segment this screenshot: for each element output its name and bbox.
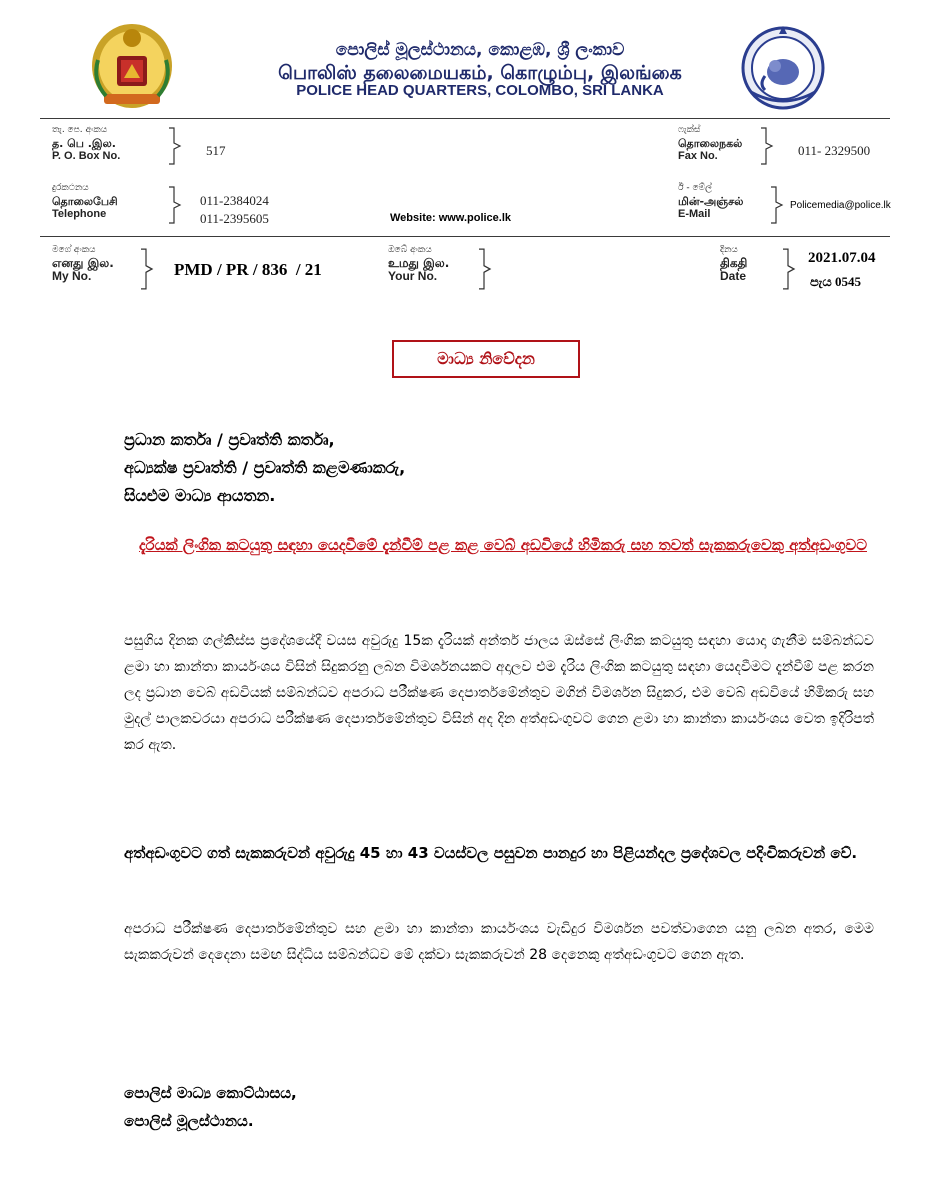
header-tamil-title: பொலிஸ் தலைமையகம், கொழும்பு, இலங்கை [278, 62, 682, 84]
telephone-bracket [168, 186, 182, 224]
fields-divider [40, 236, 890, 237]
date-bracket [782, 248, 796, 290]
my-no-value: PMD / PR / 836 / 21 [174, 260, 322, 279]
headline: දැරියක් ලිංගික කටයුතු සඳහා යෙදවීමේ දැන්වීම් පළ කළ වෙබ් අඩවියේ හිමිකරු සහ තවත් සැකකරුවෙකු අත්අඩංගුවට [139, 536, 867, 554]
addressee-line: ප්‍රධාන කර්තෘ / ප්‍රවෘත්ති කර්තෘ, [124, 430, 335, 449]
my-no-bracket [140, 248, 154, 290]
date-label: දිනය திகதி Date [720, 245, 748, 283]
telephone-label: දුරකථනය தொலைபேசி Telephone [52, 183, 118, 220]
signature-line: පොලිස් මූලස්ථානය. [124, 1112, 254, 1130]
pobox-bracket [168, 127, 182, 165]
telephone-value-2: 011-2395605 [200, 211, 269, 226]
email-label: ඊ - මේල් மின்-அஞ்சல் E-Mail [678, 183, 744, 220]
your-no-label: ඔබේ අංකය உமது இல. Your No. [388, 245, 450, 283]
fax-label: ෆැක්ස් தொலைநகல் Fax No. [678, 125, 743, 162]
telephone-value-1: 011-2384024 [200, 193, 269, 208]
website-text: Website: www.police.lk [390, 212, 512, 224]
body-paragraph: අපරාධ පරීක්ෂණ දෙපාර්තමේන්තුව සහ ළමා හා කාන්තා කාර්යංශය වැඩිදුර විමර්ශන පවත්වාගෙන යනු ලබන අතර, මෙම සැකකරුවන් දෙදෙනා සමඟ සිද්ධිය සම්බන්ධව මේ දක්වා සැකකරුවන් 28 දෙනෙකු අත්අඩංගුවට ගෙන ඇත. [124, 921, 874, 963]
my-no-label: මගේ අංකය எனது இல. My No. [52, 245, 114, 283]
addressee-line: අධ්‍යක්ෂ ප්‍රවෘත්ති / ප්‍රවෘත්ති කළමණාකරු, [124, 458, 406, 477]
addressee-line: සියළුම මාධ්‍ය ආයතන. [124, 486, 276, 505]
pobox-value: 517 [206, 143, 226, 158]
body-paragraph: අත්අඩංගුවට ගත් සැකකරුවන් අවුරුදු 45 හා 43 වයස්වල පසුවන පානදුර හා පිළියන්දල ප්‍රදේශවල පදිංචිකරුවන් වේ. [124, 844, 858, 862]
time-value: පැය 0545 [810, 274, 862, 289]
document-title: මාධ්‍ය නිවේදන [392, 340, 580, 378]
date-value: 2021.07.04 [808, 250, 876, 266]
header-english-title: POLICE HEAD QUARTERS, COLOMBO, SRI LANKA [296, 82, 664, 99]
email-value[interactable]: Policemedia@police.lk [790, 200, 891, 211]
your-no-bracket [478, 248, 492, 290]
email-bracket [770, 186, 784, 224]
header-sinhala-title: පොලිස් මූලස්ථානය, කොළඹ, ශ්‍රී ලංකාව [335, 40, 625, 60]
signature-line: පොලිස් මාධ්‍ය කොට්ඨාසය, [124, 1084, 297, 1102]
fax-bracket [760, 127, 774, 165]
pobox-label: තැ. පෙ. අංකය த. பெ .இல. P. O. Box No. [52, 125, 121, 162]
fax-value: 011- 2329500 [798, 143, 871, 158]
body-paragraph: පසුගිය දිනක ගල්කිස්ස ප්‍රදේශයේදී වයස අවුරුදු 15ක දැරියක් අන්තර් ජාලය ඔස්සේ ලිංගික කටයුතු සඳහා යොදා ගැනීම සම්බන්ධව ළමා හා කාන්තා කාර්යංශය විසින් සිදුකරනු ලබන විමර්ශනයකට අදාලව එම දැරිය ලිංගික කටයුතු සඳහා යෙදවීමට දැන්වීම් පළ කරන ලද ප්‍රධාන වෙබ් අඩවියක් සම්බන්ධව අපරාධ පරීක්ෂණ දෙපාර්තමේන්තුව මගින් විමර්ශන සිදුකර, එම වෙබ් අඩවියේ හිමිකරු සහ මුදල් පාලකවරයා අපරාධ පරීක්ෂණ දෙපාර්තමේන්තුව විසින් අද දින අත්අඩංගුවට ගෙන ළමා හා කාන්තා කාර්යංශය වෙත ඉදිරිපත් කර ඇත. [124, 633, 874, 753]
sri-lanka-emblem [84, 20, 180, 112]
header-divider [40, 118, 890, 119]
